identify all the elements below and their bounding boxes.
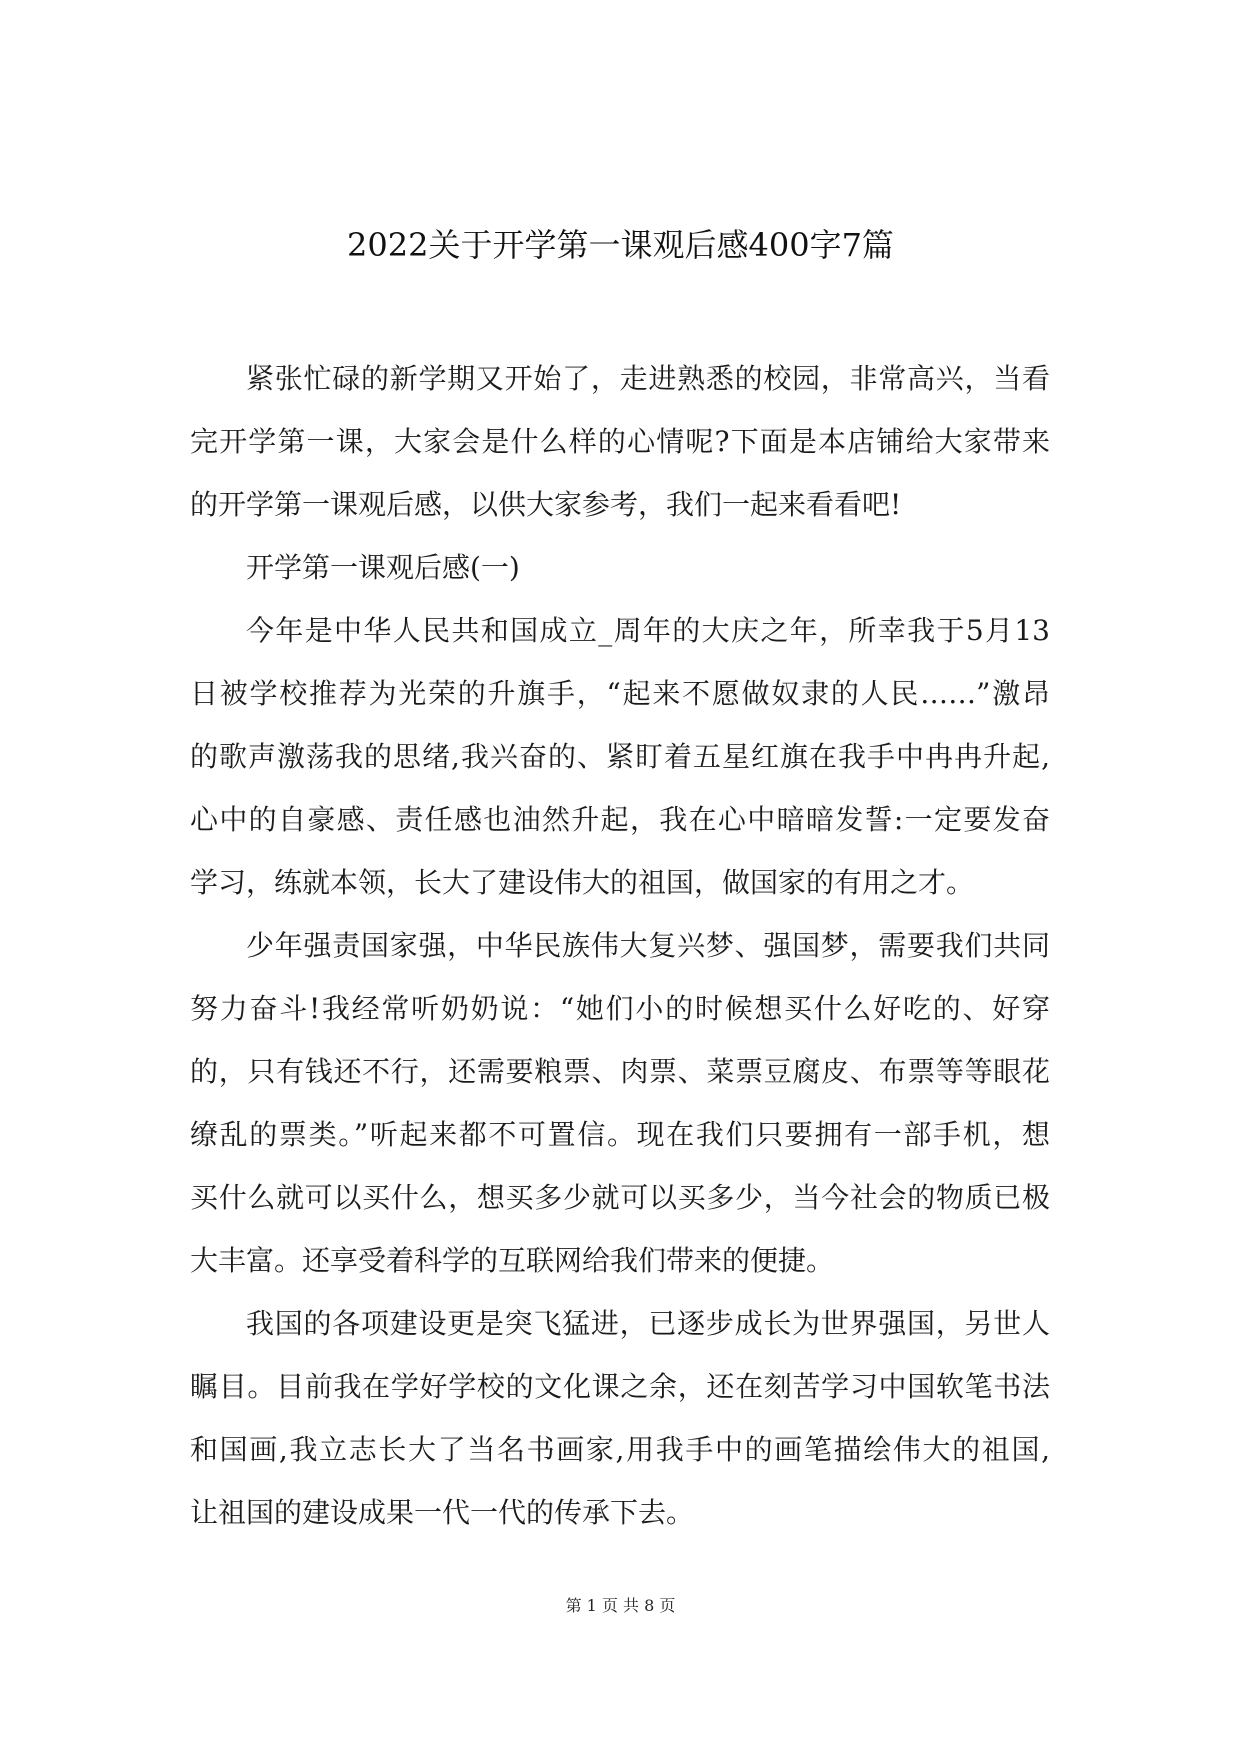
text-line: 瞩目。目前我在学好学校的文化课之余，还在刻苦学习中国软笔书法 xyxy=(190,1370,1050,1403)
text-line: 努力奋斗!我经常听奶奶说：“她们小的时候想买什么好吃的、好穿 xyxy=(190,992,1050,1025)
document-title: 2022关于开学第一课观后感400字7篇 xyxy=(347,226,894,264)
document-body xyxy=(190,347,1050,1544)
text-line: 缭乱的票类。”听起来都不可置信。现在我们只要拥有一部手机，想 xyxy=(190,1118,1050,1151)
text-line: 今年是中华人民共和国成立_周年的大庆之年，所幸我于5月13 xyxy=(246,614,1050,647)
paragraph xyxy=(190,1292,1050,1544)
text-line: 紧张忙碌的新学期又开始了，走进熟悉的校园，非常高兴，当看 xyxy=(246,362,1050,395)
page-footer: 第 1 页 共 8 页 xyxy=(565,1596,676,1615)
text-line: 我国的各项建设更是突飞猛进，已逐步成长为世界强国，另世人 xyxy=(246,1307,1050,1340)
text-line: 日被学校推荐为光荣的升旗手，“起来不愿做奴隶的人民……”激昂 xyxy=(190,677,1050,710)
paragraph-intro xyxy=(190,347,1050,536)
section-heading-text: 开学第一课观后感(一) xyxy=(246,551,520,584)
text-line: 的开学第一课观后感，以供大家参考，我们一起来看看吧! xyxy=(190,488,902,521)
section-heading xyxy=(190,536,1050,599)
text-line: 的歌声激荡我的思绪,我兴奋的、紧盯着五星红旗在我手中冉冉升起, xyxy=(190,740,1050,773)
text-line: 完开学第一课，大家会是什么样的心情呢?下面是本店铺给大家带来 xyxy=(190,425,1050,458)
paragraph xyxy=(190,914,1050,1292)
text-line: 和国画,我立志长大了当名书画家,用我手中的画笔描绘伟大的祖国, xyxy=(190,1433,1050,1466)
text-line: 少年强责国家强，中华民族伟大复兴梦、强国梦，需要我们共同 xyxy=(246,929,1050,962)
text-line: 让祖国的建设成果一代一代的传承下去。 xyxy=(190,1496,695,1529)
text-line: 的，只有钱还不行，还需要粮票、肉票、菜票豆腐皮、布票等等眼花 xyxy=(190,1055,1050,1088)
text-line: 学习，练就本领，长大了建设伟大的祖国，做国家的有用之才。 xyxy=(190,866,975,899)
text-line: 买什么就可以买什么，想买多少就可以买多少，当今社会的物质已极 xyxy=(190,1181,1050,1214)
paragraph xyxy=(190,599,1050,914)
text-line: 心中的自豪感、责任感也油然升起，我在心中暗暗发誓:一定要发奋 xyxy=(190,803,1050,836)
text-line: 大丰富。还享受着科学的互联网给我们带来的便捷。 xyxy=(190,1244,835,1277)
